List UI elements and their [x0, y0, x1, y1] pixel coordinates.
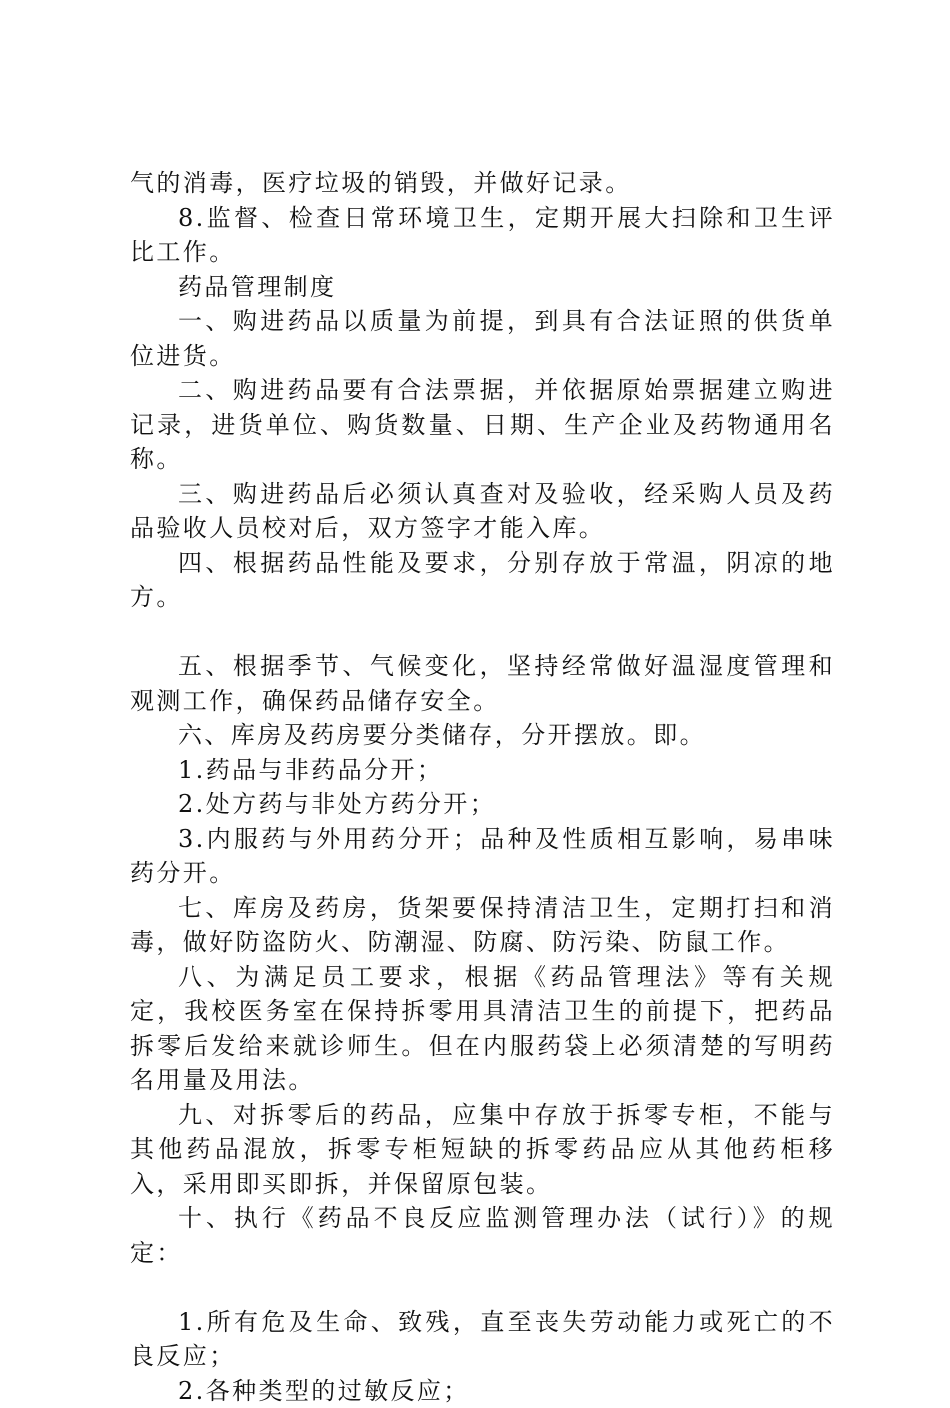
- list-item-5: 2.各种类型的过敏反应；: [130, 1374, 835, 1408]
- list-item-2: 2.处方药与非处方药分开；: [130, 787, 835, 822]
- paragraph-10: 六、库房及药房要分类储存，分开摆放。即。: [130, 718, 835, 753]
- paragraph-1: 气的消毒，医疗垃圾的销毁，并做好记录。: [130, 166, 835, 201]
- paragraph-2: 8.监督、检查日常环境卫生，定期开展大扫除和卫生评比工作。: [130, 201, 835, 270]
- paragraph-7: 四、根据药品性能及要求，分别存放于常温，阴凉的地方。: [130, 546, 835, 615]
- paragraph-4: 一、购进药品以质量为前提，到具有合法证照的供货单位进货。: [130, 304, 835, 373]
- paragraph-14: 七、库房及药房，货架要保持清洁卫生，定期打扫和消毒，做好防盗防火、防潮湿、防腐、防污染、防鼠工作。: [130, 891, 835, 960]
- paragraph-16: 九、对拆零后的药品，应集中存放于拆零专柜，不能与其他药品混放，拆零专柜短缺的拆零药品应从其他药柜移入，采用即买即拆，并保留原包装。: [130, 1098, 835, 1202]
- paragraph-15: 八、为满足员工要求，根据《药品管理法》等有关规定，我校医务室在保持拆零用具清洁卫生的前提下，把药品拆零后发给来就诊师生。但在内服药袋上必须清楚的写明药名用量及用法。: [130, 960, 835, 1098]
- paragraph-9: 五、根据季节、气候变化，坚持经常做好温湿度管理和观测工作，确保药品储存安全。: [130, 649, 835, 718]
- blank-line: [130, 615, 835, 650]
- paragraph-17: 十、执行《药品不良反应监测管理办法（试行）》的规定：: [130, 1201, 835, 1270]
- list-item-4: 1.所有危及生命、致残，直至丧失劳动能力或死亡的不良反应；: [130, 1305, 835, 1374]
- document-body: [130, 166, 835, 1408]
- blank-line: [130, 1270, 835, 1305]
- section-heading: 药品管理制度: [130, 270, 835, 305]
- list-item-3: 3.内服药与外用药分开；品种及性质相互影响，易串味药分开。: [130, 822, 835, 891]
- paragraph-5: 二、购进药品要有合法票据，并依据原始票据建立购进记录，进货单位、购货数量、日期、生产企业及药物通用名称。: [130, 373, 835, 477]
- paragraph-6: 三、购进药品后必须认真查对及验收，经采购人员及药品验收人员校对后，双方签字才能入库。: [130, 477, 835, 546]
- list-item-1: 1.药品与非药品分开；: [130, 753, 835, 788]
